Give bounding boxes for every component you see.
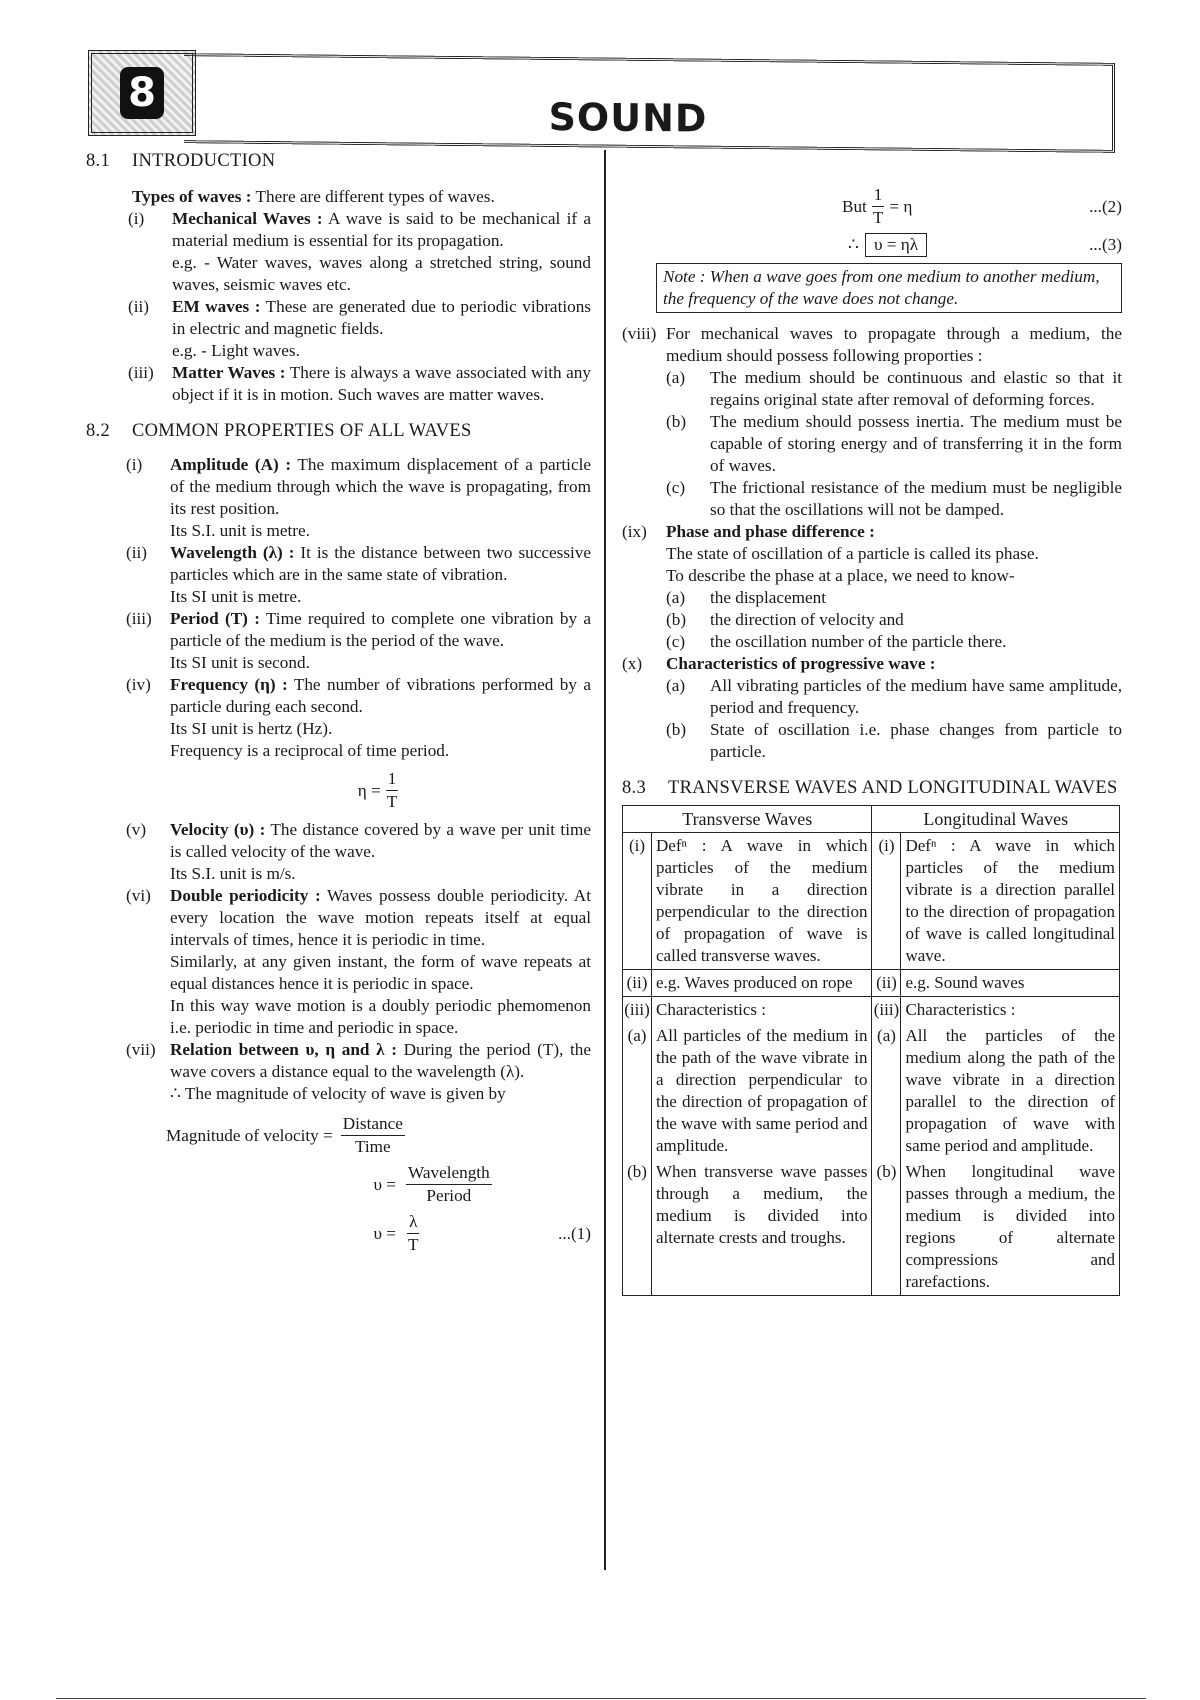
equation-velocity-wavelength (166, 1162, 591, 1207)
table-cell: (i) (623, 833, 652, 970)
sub-item (666, 675, 1122, 719)
item-label: (ii) (128, 297, 149, 316)
list-item (126, 608, 591, 674)
table-cell: All the particles of the medium along the path of the wave vibrate in a direction parallel to the direction of propagation of wave with same period and amplitude. (901, 1023, 1120, 1159)
table-cell: Characteristics : (901, 997, 1120, 1024)
equation-numerator: Distance (341, 1113, 405, 1136)
table-cell: e.g. Sound waves (901, 970, 1120, 997)
list-item (126, 885, 591, 1039)
item-label: (iii) (126, 609, 152, 628)
equation-tag: ...(2) (1089, 196, 1122, 216)
section-heading-8-2 (86, 420, 591, 442)
equation-rhs: = η (889, 196, 913, 216)
comparison-table (622, 805, 1120, 1296)
table-row (623, 833, 1120, 970)
list-item (126, 542, 591, 608)
item-term: Phase and phase difference : (666, 522, 875, 541)
sub-item (666, 411, 1122, 477)
table-cell: (a) (872, 1023, 901, 1159)
left-column (86, 150, 591, 1260)
list-item (622, 653, 1122, 763)
chapter-number: 8 (120, 67, 164, 119)
item-unit: Its SI unit is second. (170, 653, 310, 672)
types-text: There are different types of waves. (251, 187, 495, 206)
table-header-row (623, 806, 1120, 833)
sub-text: All vibrating particles of the medium have same amplitude, period and frequency. (710, 676, 1122, 717)
equation-lhs: But (842, 196, 867, 216)
table-cell: (iii) (872, 997, 901, 1024)
section-title: COMMON PROPERTIES OF ALL WAVES (132, 421, 472, 441)
item-label: (x) (622, 654, 643, 673)
sub-label: (b) (666, 412, 687, 431)
table-cell: (i) (872, 833, 901, 970)
item-text: The number of vibrations performed by a particle during each second. (170, 675, 591, 716)
table-row (623, 1159, 1120, 1296)
list-item (128, 362, 591, 406)
table-cell: When transverse wave passes through a medium, the medium is divided into alternate crests and troughs. (652, 1159, 872, 1296)
equation-tag: ...(3) (1089, 235, 1122, 254)
section-title: INTRODUCTION (132, 151, 276, 171)
list-item (622, 323, 1122, 521)
table-cell: All particles of the medium in the path of the wave vibrate in a direction perpendicular to the direction of propagation of the wave with same period and amplitude. (652, 1023, 872, 1159)
bottom-rule (56, 1698, 1146, 1699)
item-text: For mechanical waves to propagate through a medium, the medium should possess following proporties : (666, 324, 1122, 365)
sub-text: The frictional resistance of the medium must be negligible so that the oscillations will not be damped. (710, 478, 1122, 519)
item-term: Double periodicity : (170, 886, 321, 905)
equation-velocity-distance (166, 1113, 591, 1158)
item-text: Time required to complete one vibration by a particle of the medium is the period of the wave. (170, 609, 591, 650)
sub-label: (c) (666, 478, 686, 497)
table-header-longitudinal: Longitudinal Waves (872, 806, 1120, 833)
item-unit: Its S.I. unit is m/s. (170, 864, 296, 883)
table-cell: (b) (872, 1159, 901, 1296)
sub-item (666, 609, 1122, 631)
chapter-title-box (184, 53, 1115, 153)
chapter-title: SOUND (548, 94, 708, 141)
item-label: (i) (128, 209, 145, 228)
list-item (622, 521, 1122, 653)
equation-lhs: ∴ (848, 235, 859, 254)
section-number: 8.2 (86, 421, 111, 441)
note-box: Note : When a wave goes from one medium to another medium, the frequency of the wave does not change. (656, 263, 1122, 313)
equation-lhs: υ = (373, 1174, 396, 1194)
item-example: e.g. - Light waves. (172, 341, 300, 360)
item-unit: Its S.I. unit is metre. (170, 521, 310, 540)
types-lead: Types of waves : (132, 187, 252, 206)
item-unit: Its SI unit is metre. (170, 587, 302, 606)
table-cell: (iii) (623, 997, 652, 1024)
list-item (126, 674, 591, 819)
item-term: Wavelength (λ) : (170, 543, 295, 562)
formula-lhs: η = (357, 780, 381, 800)
section-number: 8.3 (622, 778, 647, 798)
sub-item (666, 631, 1122, 653)
item-term: Relation between υ, η and λ : (170, 1040, 397, 1059)
item-example: e.g. - Water waves, waves along a stretched string, sound waves, seismic waves etc. (172, 253, 591, 294)
frequency-formula (170, 768, 591, 813)
sub-text: State of oscillation i.e. phase changes from particle to particle. (710, 720, 1122, 761)
sub-text: The medium should be continuous and elastic so that it regains original state after removal of deforming forces. (710, 368, 1122, 409)
item-note: Frequency is a reciprocal of time period. (170, 741, 450, 760)
section-title: TRANSVERSE WAVES AND LONGITUDINAL WAVES (668, 778, 1118, 798)
formula-denominator: T (386, 792, 398, 811)
item-term: EM waves : (172, 297, 261, 316)
equation-denominator: Period (426, 1186, 472, 1205)
formula-numerator: 1 (386, 768, 399, 791)
equation-1 (166, 1211, 591, 1256)
equation-lhs: υ = (373, 1223, 396, 1243)
sub-label: (c) (666, 632, 686, 651)
sub-item (666, 587, 1122, 609)
list-item (128, 296, 591, 362)
table-cell: (b) (623, 1159, 652, 1296)
item-label: (v) (126, 820, 147, 839)
equation-2 (622, 184, 1122, 229)
item-term: Mechanical Waves : (172, 209, 323, 228)
item-paragraph: In this way wave motion is a doubly periodic phemomenon i.e. periodic in time and periodic in space. (170, 996, 591, 1037)
item-label: (iv) (126, 675, 151, 694)
table-cell: e.g. Waves produced on rope (652, 970, 872, 997)
item-label: (ix) (622, 522, 647, 541)
sub-text: the displacement (710, 588, 826, 607)
item-unit: Its SI unit is hertz (Hz). (170, 719, 333, 738)
section-heading-8-3 (622, 777, 1122, 799)
sub-item (666, 719, 1122, 763)
equation-numerator: 1 (872, 184, 885, 207)
item-term: Characteristics of progressive wave : (666, 654, 936, 673)
item-text: It is the distance between two successive particles which are in the same state of vibration. (170, 543, 592, 584)
list-item (126, 454, 591, 542)
sub-label: (b) (666, 610, 687, 629)
equation-numerator: Wavelength (406, 1162, 492, 1185)
table-cell: (ii) (872, 970, 901, 997)
equation-denominator: T (408, 1235, 419, 1254)
item-text: A wave is said to be mechanical if a material medium is essential for its propagation. (172, 209, 591, 250)
sub-label: (a) (666, 676, 686, 695)
item-text: During the period (T), the wave covers a distance equal to the wavelength (λ). (170, 1040, 592, 1081)
column-divider (604, 150, 606, 1570)
types-paragraph (86, 186, 591, 208)
sub-item (666, 367, 1122, 411)
item-label: (i) (126, 455, 143, 474)
item-text: Waves possess double periodicity. At every location the wave motion repeats itself at equal intervals of times, hence it is periodic in time. (170, 886, 591, 949)
sub-label: (b) (666, 720, 687, 739)
item-term: Period (T) : (170, 609, 260, 628)
velocity-equations (86, 1113, 591, 1256)
item-text: The state of oscillation of a particle is called its phase. (666, 544, 1039, 563)
item-paragraph: ∴ The magnitude of velocity of wave is given by (170, 1084, 506, 1103)
table-cell: (ii) (623, 970, 652, 997)
list-item (126, 819, 591, 885)
item-text: The maximum displacement of a particle of the medium through which the wave is propagating, from its rest position. (170, 455, 591, 518)
chapter-number-box (88, 50, 196, 136)
right-column (622, 180, 1122, 1296)
table-row (623, 997, 1120, 1024)
item-text: The distance covered by a wave per unit time is called velocity of the wave. (170, 820, 591, 861)
item-term: Amplitude (A) : (170, 455, 292, 474)
table-row (623, 970, 1120, 997)
table-cell: When longitudinal wave passes through a medium, the medium is divided into regions of alternate compressions and rarefactions. (901, 1159, 1120, 1296)
equation-lhs: Magnitude of velocity = (166, 1125, 333, 1145)
chapter-banner (88, 50, 1120, 150)
list-item (126, 1039, 591, 1105)
item-paragraph: Similarly, at any given instant, the form of wave repeats at equal distances hence it is periodic in space. (170, 952, 591, 993)
item-label: (ii) (126, 543, 147, 562)
item-term: Matter Waves : (172, 363, 286, 382)
equation-numerator: λ (407, 1211, 419, 1234)
table-cell: (a) (623, 1023, 652, 1159)
table-cell: Characteristics : (652, 997, 872, 1024)
section-heading-8-1 (86, 150, 591, 172)
sub-label: (a) (666, 588, 686, 607)
table-header-transverse: Transverse Waves (623, 806, 872, 833)
sub-label: (a) (666, 368, 686, 387)
item-text: These are generated due to periodic vibrations in electric and magnetic fields. (172, 297, 591, 338)
item-paragraph: To describe the phase at a place, we need to know- (666, 566, 1015, 585)
list-item (128, 208, 591, 296)
sub-text: the oscillation number of the particle there. (710, 632, 1007, 651)
equation-denominator: T (872, 208, 884, 227)
boxed-equation: υ = ηλ (865, 233, 927, 257)
equation-denominator: Time (354, 1137, 391, 1156)
sub-item (666, 477, 1122, 521)
item-text: There is always a wave associated with any object if it is in motion. Such waves are matter waves. (172, 363, 591, 404)
sub-text: The medium should possess inertia. The medium must be capable of storing energy and of transferring it in the form of waves. (710, 412, 1122, 475)
item-label: (vi) (126, 886, 151, 905)
table-cell: Defⁿ : A wave in which particles of the medium vibrate in a direction perpendicular to the direction of propagation of wave is called transverse waves. (652, 833, 872, 970)
item-term: Velocity (υ) : (170, 820, 266, 839)
table-cell: Defⁿ : A wave in which particles of the medium vibrate is a direction parallel to the direction of propagation of wave is called longitudinal wave. (901, 833, 1120, 970)
equation-3 (622, 233, 1122, 257)
item-label: (vii) (126, 1040, 156, 1059)
equation-tag: ...(1) (558, 1223, 591, 1243)
sub-text: the direction of velocity and (710, 610, 904, 629)
section-number: 8.1 (86, 151, 111, 171)
table-row (623, 1023, 1120, 1159)
item-term: Frequency (η) : (170, 675, 288, 694)
item-label: (iii) (128, 363, 154, 382)
item-label: (viii) (622, 324, 657, 343)
